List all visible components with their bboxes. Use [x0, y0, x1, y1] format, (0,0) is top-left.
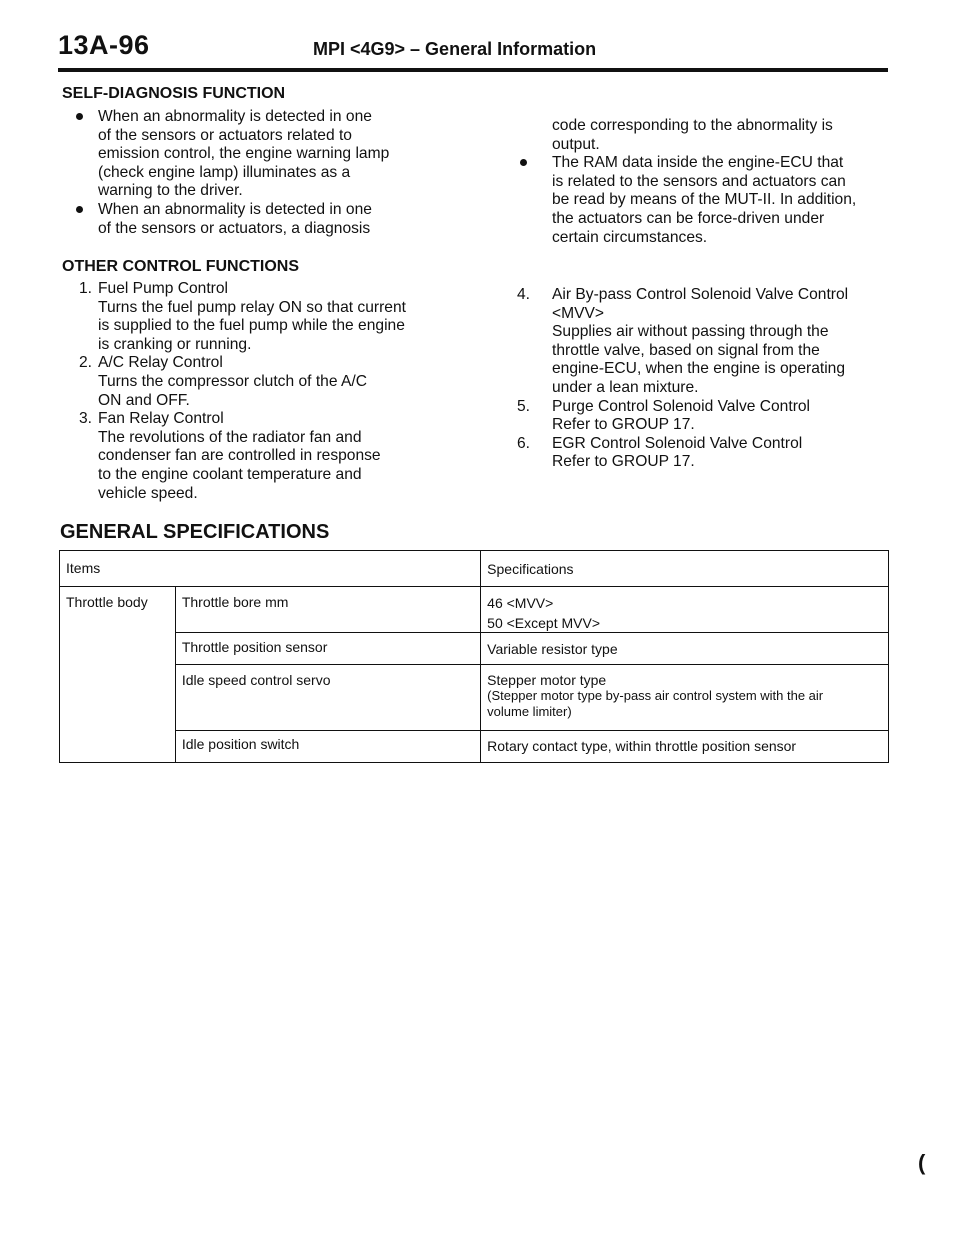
right-column-top: [526, 117, 896, 247]
page-header: [58, 30, 888, 72]
spec-table: [59, 550, 889, 763]
table-row: [60, 731, 889, 763]
list-item: 4. Air By-pass Control Solenoid Valve Control <MVV> Supplies air without passing through the throttle valve, based on signal from the engine-ECU, when the engine is operating under a lean mixture.: [516, 286, 849, 396]
spec-cell: Variable resistor type: [481, 633, 889, 665]
items-header: Items: [60, 551, 481, 587]
bullet-item: When an abnormality is detected in one of the sensors or actuators, a diagnosis: [70, 201, 465, 238]
list-item: 5. Purge Control Solenoid Valve Control Refer to GROUP 17.: [516, 397, 811, 434]
other-controls-heading: OTHER CONTROL FUNCTIONS: [62, 258, 300, 275]
list-item: 6. EGR Control Solenoid Valve Control Refer to GROUP 17.: [516, 434, 803, 471]
bullet-item: When an abnormality is detected in one of the sensors or actuators related to emission control, the engine warning lamp (check engine lamp) illuminates as a warning to the driver.: [70, 108, 465, 201]
bullet-dot-icon: [76, 206, 83, 213]
list-item: 3. Fan Relay Control The revolutions of the radiator fan and condenser fan are controlled in response to the engine coolant temperature and vehicle speed.: [78, 410, 381, 502]
spec-cell: 46 <MVV> 50 <Except MVV>: [481, 587, 889, 633]
table-row: [60, 587, 889, 633]
left-column-controls: [70, 280, 465, 503]
page-title: MPI <4G9> – General Information: [313, 39, 597, 59]
table-header-row: [60, 551, 889, 587]
specifications-header: Specifications: [481, 551, 889, 587]
item-cell: Throttle bore mm: [175, 587, 480, 633]
bullet-dot-icon: [520, 159, 527, 166]
spec-cell: Stepper motor type (Stepper motor type by-pass air control system with the air volume limiter): [481, 665, 889, 731]
table-row: [60, 633, 889, 665]
list-item: 1. Fuel Pump Control Turns the fuel pump relay ON so that current is supplied to the fuel pump while the engine is cranking or running.: [78, 280, 406, 353]
list-item: 2. A/C Relay Control Turns the compressor clutch of the A/C ON and OFF.: [78, 354, 367, 409]
page-number: 13A-96: [58, 30, 150, 60]
spec-cell: Rotary contact type, within throttle position sensor: [481, 731, 889, 763]
page-mark: (: [918, 1150, 926, 1175]
left-column-top: [70, 108, 465, 238]
general-specs-heading: GENERAL SPECIFICATIONS: [60, 521, 330, 543]
table-row: [60, 665, 889, 731]
item-cell: Idle speed control servo: [175, 665, 480, 731]
self-diagnosis-heading: SELF-DIAGNOSIS FUNCTION: [62, 85, 286, 102]
header-rule: [58, 68, 888, 72]
item-cell: Throttle position sensor: [175, 633, 480, 665]
item-cell: Idle position switch: [175, 731, 480, 763]
group-cell: Throttle body: [60, 587, 176, 763]
bullet-dot-icon: [76, 113, 83, 120]
bullet-item: The RAM data inside the engine-ECU that is related to the sensors and actuators can be read by means of the MUT-II. In addition, the actuators can be force-driven under certain circumstances.: [526, 154, 896, 247]
bullet-continuation: code corresponding to the abnormality is output.: [552, 117, 833, 153]
right-column-controls: [502, 286, 892, 472]
